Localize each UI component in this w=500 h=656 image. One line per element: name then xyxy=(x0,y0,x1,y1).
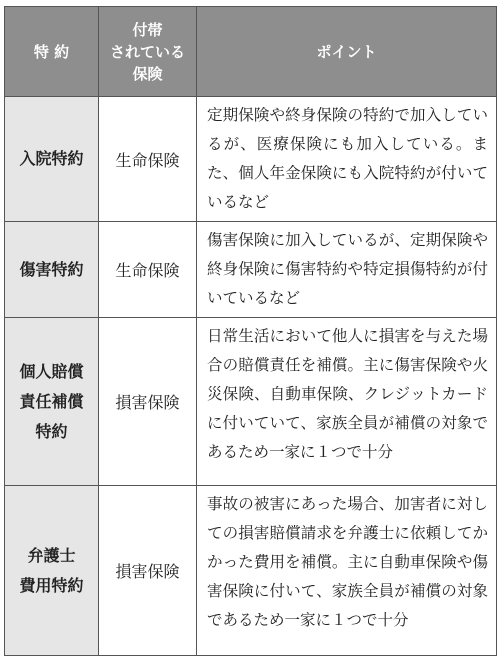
rider-name: 入院特約 xyxy=(5,97,99,222)
rider-name: 個人賠償 責任補償 特約 xyxy=(5,318,99,486)
rider-point: 事故の被害にあった場合、加害者に対しての損害賠償請求を弁護士に依頼してかかった費用を補償。主に自動車保険や傷害保険に付いて、家族全員が補償の対象であるため一家に１つで十分 xyxy=(197,486,497,656)
header-row xyxy=(5,7,497,97)
header-point: ポイント xyxy=(197,7,497,97)
rider-point: 傷害保険に加入しているが、定期保険や終身保険に傷害特約や特定損傷特約が付いているなど xyxy=(197,222,497,318)
attached-insurance: 生命保険 xyxy=(99,97,197,222)
table-row xyxy=(5,97,497,222)
attached-insurance: 損害保険 xyxy=(99,486,197,656)
table-row xyxy=(5,222,497,318)
rider-name: 傷害特約 xyxy=(5,222,99,318)
table-row xyxy=(5,486,497,656)
rider-point: 定期保険や終身保険の特約で加入しているが、医療保険にも加入している。また、個人年金保険にも入院特約が付いているなど xyxy=(197,97,497,222)
rider-name: 弁護士 費用特約 xyxy=(5,486,99,656)
attached-insurance: 生命保険 xyxy=(99,222,197,318)
rider-point: 日常生活において他人に損害を与えた場合の賠償責任を補償。主に傷害保険や火災保険、自動車保険、クレジットカードに付いていて、家族全員が補償の対象であるため一家に１つで十分 xyxy=(197,318,497,486)
header-attached-insurance: 付帯 されている 保険 xyxy=(99,7,197,97)
attached-insurance: 損害保険 xyxy=(99,318,197,486)
header-rider: 特 約 xyxy=(5,7,99,97)
rider-comparison-table xyxy=(4,6,497,656)
table-row xyxy=(5,318,497,486)
